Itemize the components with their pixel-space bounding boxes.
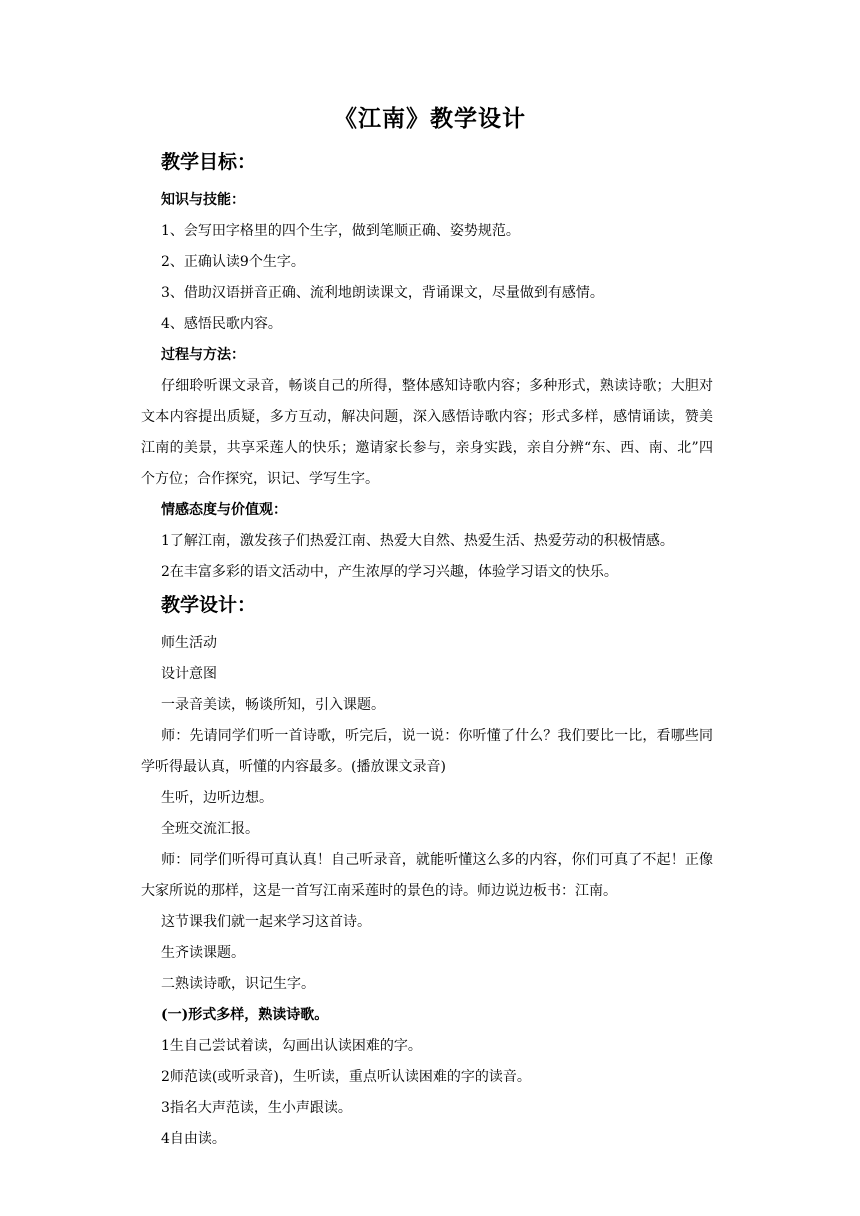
- list-item: 3、借助汉语拼音正确、流利地朗读课文，背诵课文，尽量做到有感情。: [161, 285, 604, 301]
- text-line: 4自由读。: [161, 1131, 226, 1147]
- list-item: 1、会写田字格里的四个生字，做到笔顺正确、姿势规范。: [161, 223, 520, 239]
- text-line: 生听，边听边想。: [161, 790, 273, 806]
- text-line: 2师范读(或听录音)，生听读，重点听认读困难的字的读音。: [161, 1069, 531, 1085]
- paragraph-text: 师：先请同学们听一首诗歌，听完后，说一说：你听懂了什么？我们要比一比，看哪些同学听得最认真，听懂的内容最多。(播放课文录音): [141, 728, 713, 775]
- text-line: 3指名大声范读，生小声跟读。: [161, 1100, 352, 1116]
- list-item: 2、正确认读9个生字。: [161, 254, 305, 270]
- bold-subheading: (一)形式多样，熟读诗歌。: [161, 1007, 329, 1023]
- subheading-emotion: 情感态度与价值观：: [161, 502, 287, 518]
- section-heading-objectives: 教学目标：: [161, 151, 257, 173]
- document-body: [141, 145, 731, 1155]
- list-item: 4、感悟民歌内容。: [161, 316, 282, 332]
- subheading-process: 过程与方法：: [161, 347, 245, 363]
- text-line: 这节课我们就一起来学习这首诗。: [161, 914, 371, 930]
- text-line: 全班交流汇报。: [161, 821, 259, 837]
- paragraph-teacher-2: [141, 845, 713, 907]
- section-heading-design: 教学设计：: [161, 594, 257, 616]
- paragraph-process: [141, 371, 713, 495]
- document-title: 《江南》教学设计: [334, 106, 526, 132]
- text-line: 设计意图: [161, 666, 217, 682]
- paragraph-text: 仔细聆听课文录音，畅谈自己的所得，整体感知诗歌内容；多种形式，熟读诗歌；大胆对文本内容提出质疑，多方互动，解决问题，深入感悟诗歌内容；形式多样，感情诵读，赞美江南的美景，共享采莲人的快乐；邀请家长参与，亲身实践，亲自分辨“东、西、南、北”四个方位；合作探究，识记、学写生字。: [141, 378, 713, 487]
- text-line: 师生活动: [161, 635, 217, 651]
- text-line: 1生自己尝试着读，勾画出认读困难的字。: [161, 1038, 422, 1054]
- paragraph-teacher-1: [141, 721, 713, 783]
- text-line: 一录音美读，畅谈所知，引入课题。: [161, 697, 385, 713]
- paragraph-text: 师：同学们听得可真认真！自己听录音，就能听懂这么多的内容，你们可真了不起！正像大家所说的那样，这是一首写江南采莲时的景色的诗。师边说边板书：江南。: [141, 852, 713, 899]
- text-line: 生齐读课题。: [161, 945, 245, 961]
- list-item: 2在丰富多彩的语文活动中，产生浓厚的学习兴趣，体验学习语文的快乐。: [161, 564, 618, 580]
- text-line: 二熟读诗歌，识记生字。: [161, 976, 315, 992]
- list-item: 1了解江南，激发孩子们热爱江南、热爱大自然、热爱生活、热爱劳动的积极情感。: [161, 533, 674, 549]
- subheading-knowledge: 知识与技能：: [161, 192, 245, 208]
